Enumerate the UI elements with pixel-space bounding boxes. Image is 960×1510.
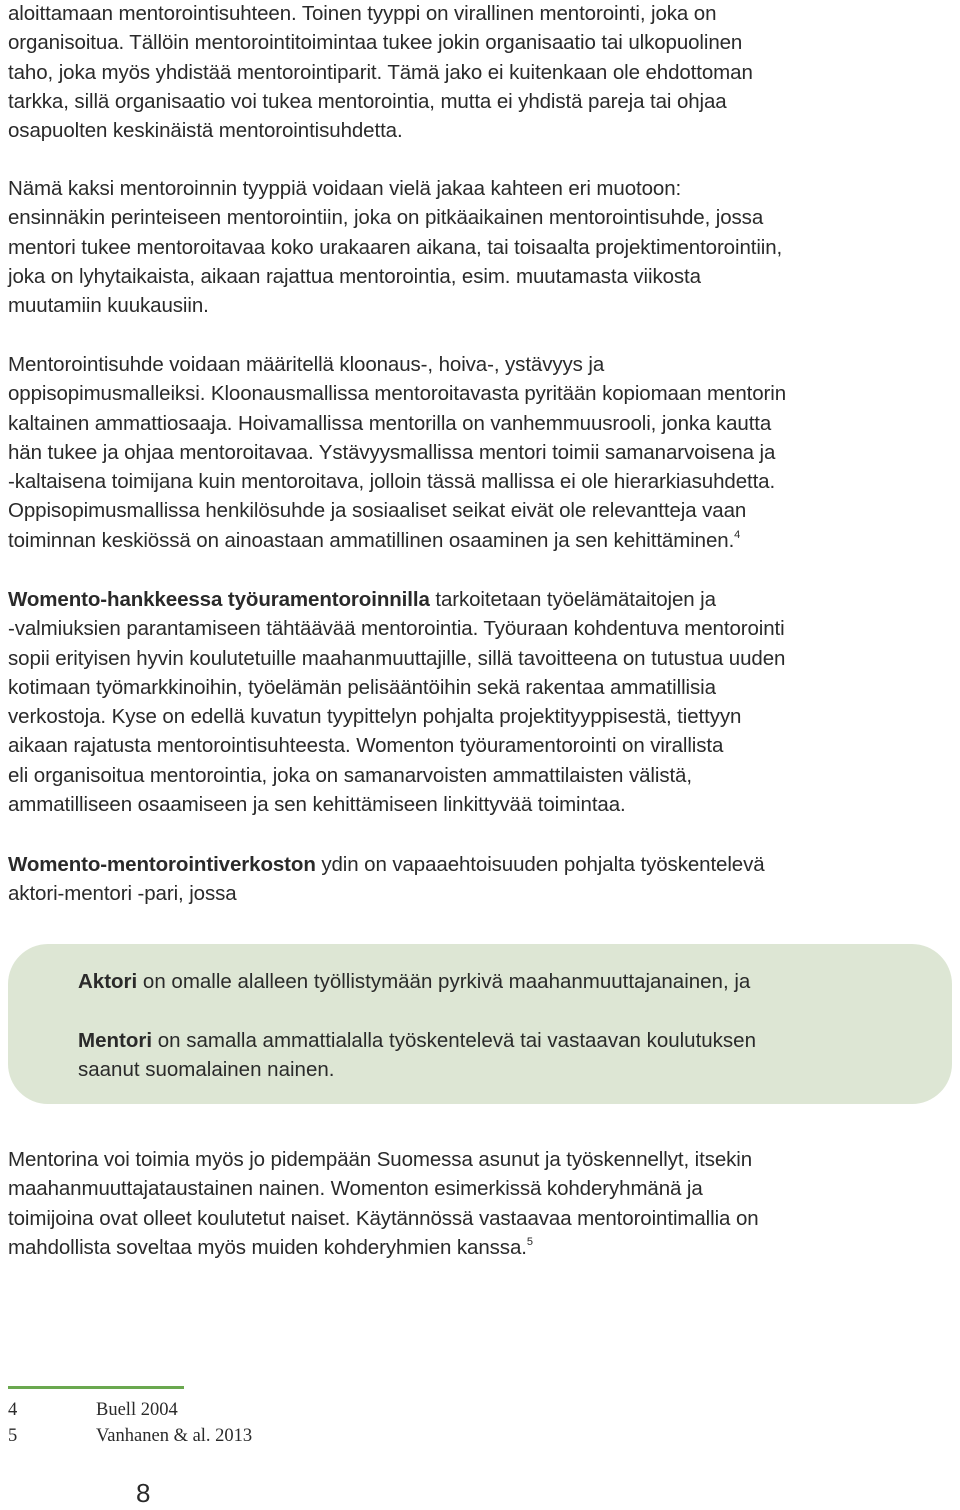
footnote-5: 5 Vanhanen & al. 2013 (8, 1426, 253, 1446)
paragraph-4: Womento-hankkeessa työuramentoroinnilla tarkoitetaan työelämätaitojen ja -valmiuksien parantamiseen tähtäävää mentorointia. Työuraan kohdentuva mentorointi sopii erityisen hyvin koulutetuille maahanmuuttajille, sillä tavoitteena on tutustua uuden kotimaan työmarkkinoihin, työelämän pelisääntöihin sekä rakentaa ammatillisia verkostoja. Kyse on edellä kuvatun tyypittelyn pohjalta projektityyppisestä, tiettyyn aikaan rajatusta mentorointisuhteesta. Womenton työuramentorointi on virallista eli organisoitua mentorointia, joka on samanarvoisten ammattilaisten välistä, ammatilliseen osaamiseen ja sen kehittämiseen linkittyvää toimintaa. (8, 588, 786, 817)
paragraph-3: Mentorointisuhde voidaan määritellä kloonaus-, hoiva-, ystävyys ja oppisopimusmalleiksi. Kloonausmallissa mentoroitavasta pyritään kopiomaan mentorin kaltainen ammattiosaaja. Hoivamallissa mentorilla on vanhemmuusrooli, jonka kautta hän tukee ja ohjaa mentoroitavaa. Ystävyysmallissa mentori toimii samanarvoisena ja -kaltaisena toimijana kuin mentoroitava, jolloin tässä mallissa ei ole hierarkiasuhdetta. Oppisopimusmallissa henkilösuhde ja sosiaaliset seikat eivät ole relevantteja vaan toiminnan keskiössä on ainoastaan ammatillinen osaaminen ja sen kehittäminen.$^4$ (8, 353, 787, 552)
aktori-definition: Aktori on omalle alalleen työllistymään pyrkivä maahanmuuttajanainen, ja (78, 970, 751, 993)
footnote-4: 4 Buell 2004 (8, 1400, 178, 1420)
paragraph-closing: Mentorina voi toimia myös jo pidempään Suomessa asunut ja työskennellyt, itsekin maahanmuuttajataustainen nainen. Womenton esimerkissä kohderyhmänä ja toimijoina ovat olleet koulutetut naiset. Käytännössä vastaavaa mentorointimallia on mahdollista soveltaa myös muiden kohderyhmien kanssa.$^5$ (8, 1148, 759, 1259)
footnote-divider (8, 1386, 184, 1389)
paragraph-1: aloittamaan mentorointisuhteen. Toinen tyyppi on virallinen mentorointi, joka on organisoitua. Tällöin mentorointitoimintaa tukee jokin organisaatio tai ulkopuolinen taho, joka myös yhdistää mentorointiparit. Tämä jako ei kuitenkaan ole ehdottoman tarkka, sillä organisaatio voi tukea mentorointia, mutta ei yhdistä pareja tai ohjaa osapuolten keskinäistä mentorointisuhdetta. (8, 2, 753, 143)
footnote-ref-4: 4 (734, 528, 741, 541)
footnote-ref-5: 5 (526, 1235, 533, 1248)
mentori-definition: Mentori on samalla ammattialalla työskentelevä tai vastaavan koulutuksen saanut suomalainen nainen. (78, 1029, 756, 1082)
bold-lead-tyouramentorointi: Womento-hankkeessa työuramentoroinnilla (8, 588, 430, 611)
paragraph-5: Womento-mentorointiverkoston ydin on vapaaehtoisuuden pohjalta työskentelevä aktori-mentori -pari, jossa (8, 853, 765, 906)
page-number: 8 (136, 1478, 151, 1508)
bold-lead-verkosto: Womento-mentorointiverkoston (8, 853, 316, 876)
paragraph-2: Nämä kaksi mentoroinnin tyyppiä voidaan vielä jakaa kahteen eri muotoon: ensinnäkin perinteiseen mentorointiin, joka on pitkäaikainen mentorointisuhde, jossa mentori tukee mentoroitavaa koko urakaaren aikana, tai toisaalta projektimentorointiin, joka on lyhytaikaista, aikaan rajattua mentorointia, esim. muutamasta viikosta muutamiin kuukausiin. (8, 177, 783, 318)
definition-box (8, 944, 952, 1104)
